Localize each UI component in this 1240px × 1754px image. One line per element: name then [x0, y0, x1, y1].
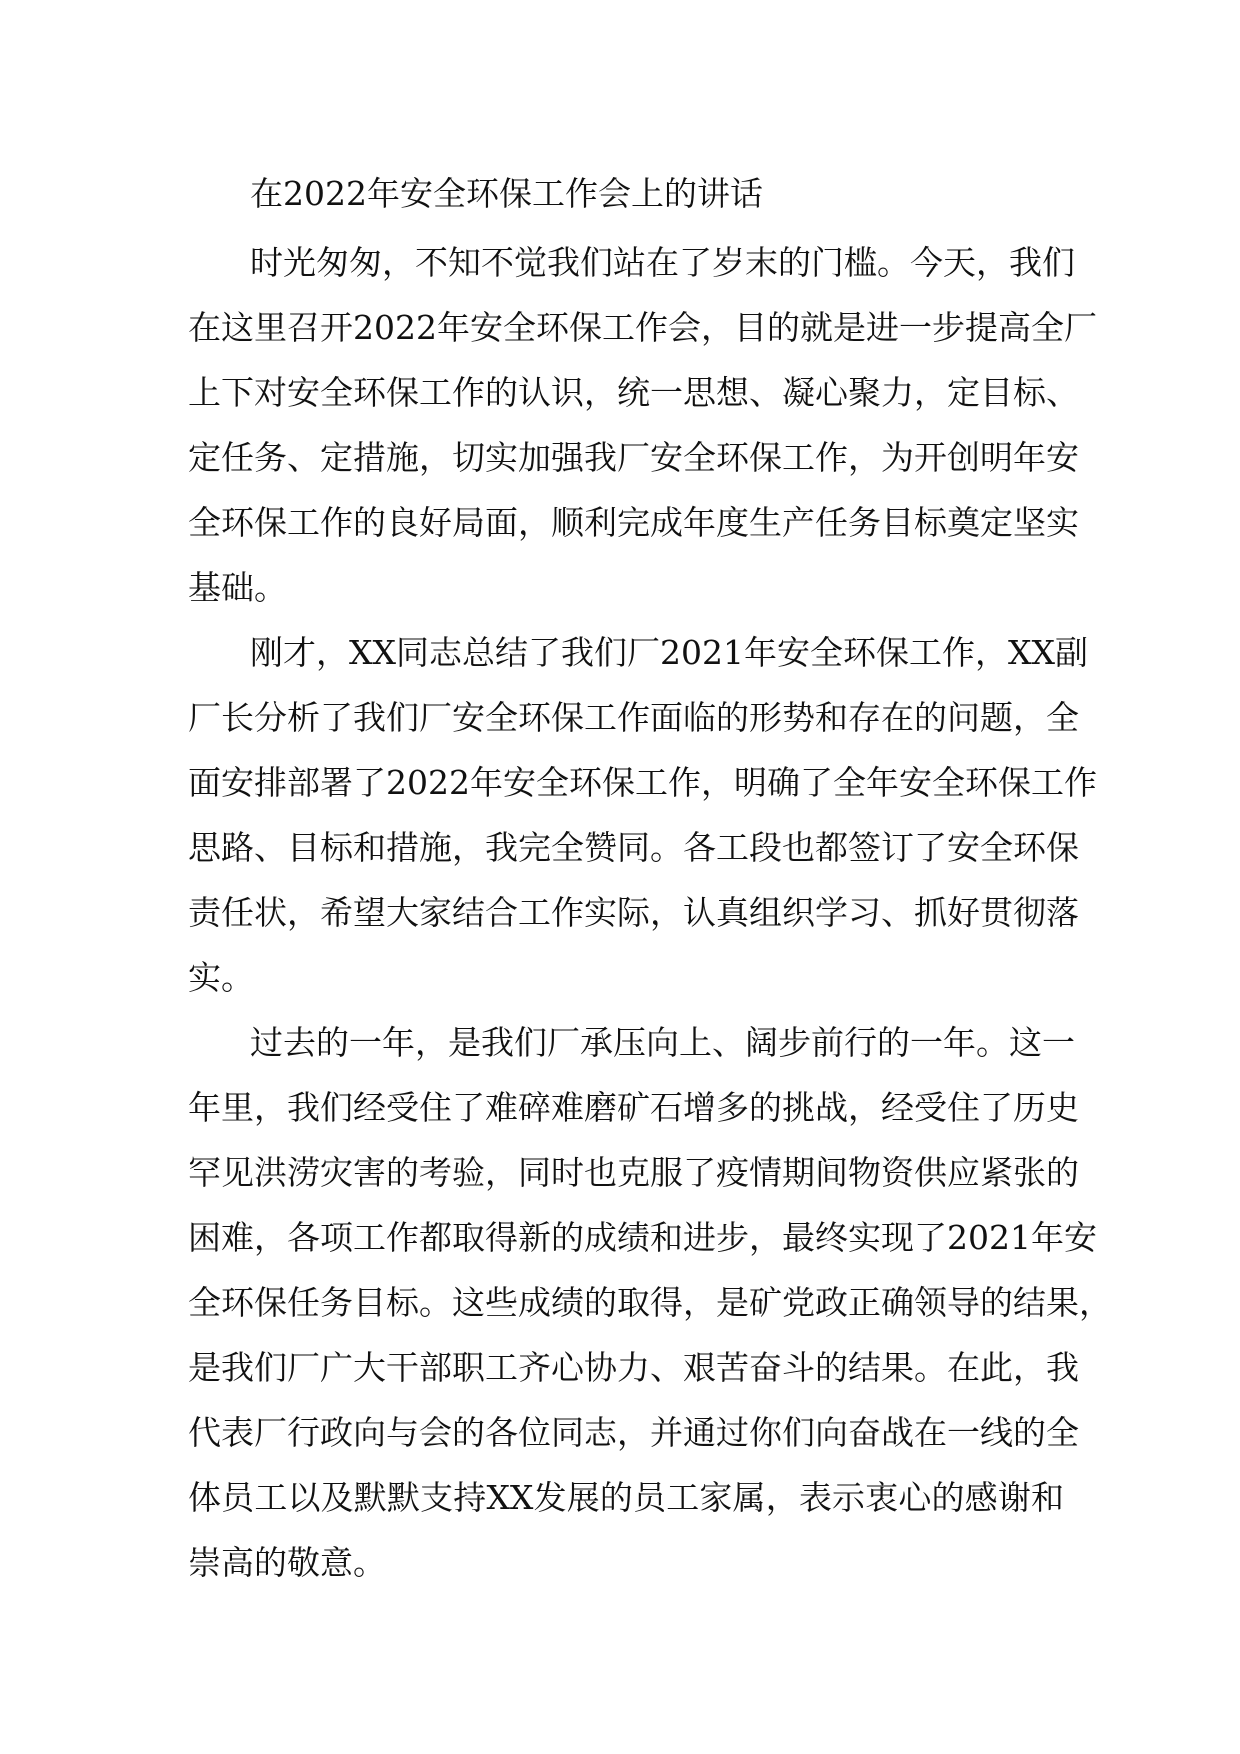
paragraph-line: 困难，各项工作都取得新的成绩和进步，最终实现了2021年安	[188, 1218, 1097, 1257]
paragraph-line: 过去的一年，是我们厂承压向上、阔步前行的一年。这一	[250, 1023, 1075, 1062]
paragraph-line: 刚才，XX同志总结了我们厂2021年安全环保工作，XX副	[250, 633, 1088, 672]
document-body	[188, 230, 1112, 1595]
paragraph-line: 定任务、定措施，切实加强我厂安全环保工作，为开创明年安	[188, 438, 1079, 477]
paragraph-line: 责任状，希望大家结合工作实际，认真组织学习、抓好贯彻落	[188, 893, 1079, 932]
paragraph-2	[188, 620, 1097, 1010]
paragraph-line: 全环保任务目标。这些成绩的取得，是矿党政正确领导的结果，	[188, 1283, 1112, 1322]
paragraph-line: 思路、目标和措施，我完全赞同。各工段也都签订了安全环保	[188, 828, 1079, 867]
paragraph-line: 体员工以及默默支持XX发展的员工家属，表示衷心的感谢和	[188, 1478, 1064, 1517]
paragraph-line: 时光匆匆，不知不觉我们站在了岁末的门槛。今天，我们	[250, 243, 1075, 282]
paragraph-line: 上下对安全环保工作的认识，统一思想、凝心聚力，定目标、	[188, 373, 1079, 412]
paragraph-1	[188, 230, 1097, 620]
paragraph-line: 年里，我们经受住了难碎难磨矿石增多的挑战，经受住了历史	[188, 1088, 1079, 1127]
paragraph-line: 厂长分析了我们厂安全环保工作面临的形势和存在的问题，全	[188, 698, 1079, 737]
paragraph-line: 崇高的敬意。	[188, 1543, 386, 1582]
paragraph-line: 面安排部署了2022年安全环保工作，明确了全年安全环保工作	[188, 763, 1097, 802]
paragraph-line: 基础。	[188, 568, 287, 607]
paragraph-line: 在这里召开2022年安全环保工作会，目的就是进一步提高全厂	[188, 308, 1097, 347]
paragraph-line: 全环保工作的良好局面，顺利完成年度生产任务目标奠定坚实	[188, 503, 1079, 542]
paragraph-line: 罕见洪涝灾害的考验，同时也克服了疫情期间物资供应紧张的	[188, 1153, 1079, 1192]
paragraph-3	[188, 1010, 1112, 1595]
paragraph-line: 是我们厂广大干部职工齐心协力、艰苦奋斗的结果。在此，我	[188, 1348, 1079, 1387]
document-title: 在2022年安全环保工作会上的讲话	[250, 174, 763, 213]
paragraph-line: 实。	[188, 958, 254, 997]
paragraph-line: 代表厂行政向与会的各位同志，并通过你们向奋战在一线的全	[188, 1413, 1079, 1452]
